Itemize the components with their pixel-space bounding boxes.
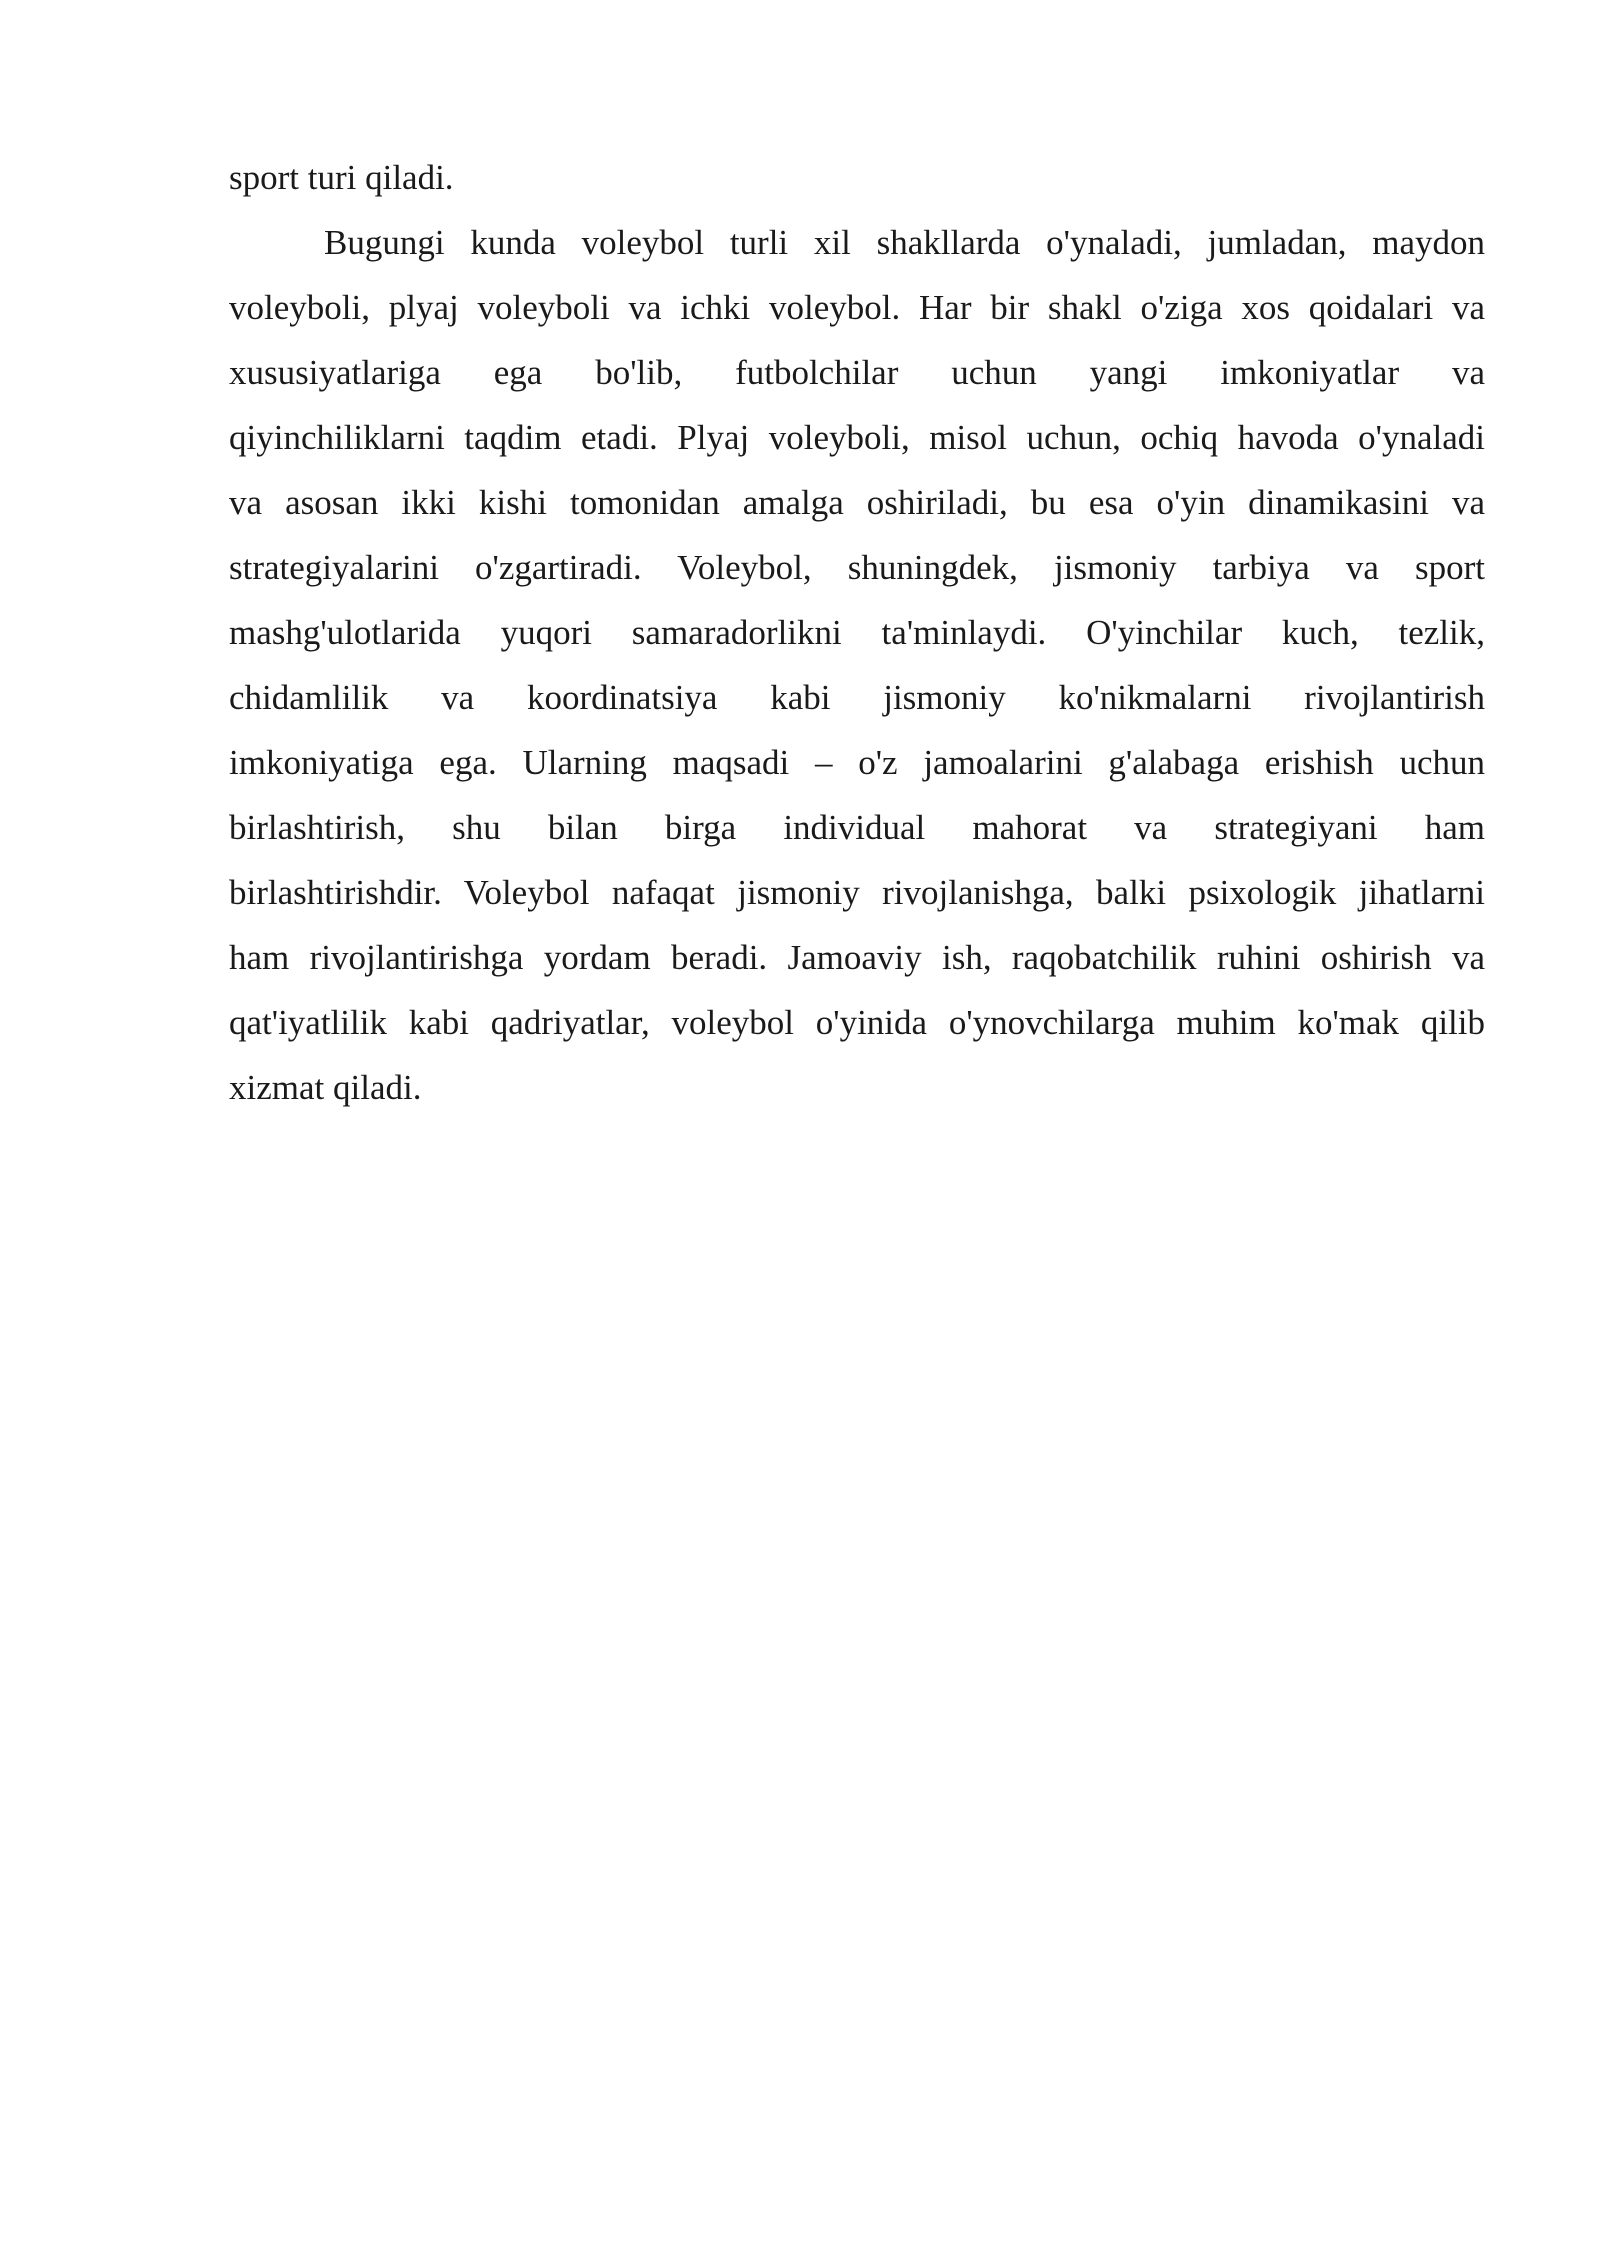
paragraph-last-line: xizmat qiladi. <box>229 1068 422 1107</box>
text-line: va asosan ikki kishi tomonidan amalga oshiriladi, bu esa o'yin dinamikasini va <box>229 483 1485 522</box>
text-line: qat'iyatlilik kabi qadriyatlar, voleybol o'yinida o'ynovchilarga muhim ko'mak qilib <box>229 1003 1485 1042</box>
text-line: chidamlilik va koordinatsiya kabi jismoniy ko'nikmalarni rivojlantirish <box>229 678 1485 717</box>
body-text <box>229 145 1485 1120</box>
paragraph-first-line: Bugungi kunda voleybol turli xil shakllarda o'ynaladi, jumladan, maydon <box>324 223 1485 262</box>
text-line: sport turi qiladi. <box>229 158 454 197</box>
text-line: qiyinchiliklarni taqdim etadi. Plyaj voleyboli, misol uchun, ochiq havoda o'ynaladi <box>229 418 1485 457</box>
text-line: voleyboli, plyaj voleyboli va ichki voleybol. Har bir shakl o'ziga xos qoidalari va <box>229 288 1485 327</box>
text-line: birlashtirishdir. Voleybol nafaqat jismoniy rivojlanishga, balki psixologik jihatlarni <box>229 873 1485 912</box>
text-line: mashg'ulotlarida yuqori samaradorlikni ta'minlaydi. O'yinchilar kuch, tezlik, <box>229 613 1485 652</box>
text-line: ham rivojlantirishga yordam beradi. Jamoaviy ish, raqobatchilik ruhini oshirish va <box>229 938 1485 977</box>
text-line: imkoniyatiga ega. Ularning maqsadi – o'z jamoalarini g'alabaga erishish uchun <box>229 743 1485 782</box>
text-line: birlashtirish, shu bilan birga individual mahorat va strategiyani ham <box>229 808 1485 847</box>
text-line: strategiyalarini o'zgartiradi. Voleybol, shuningdek, jismoniy tarbiya va sport <box>229 548 1485 587</box>
text-line: xususiyatlariga ega bo'lib, futbolchilar uchun yangi imkoniyatlar va <box>229 353 1485 392</box>
